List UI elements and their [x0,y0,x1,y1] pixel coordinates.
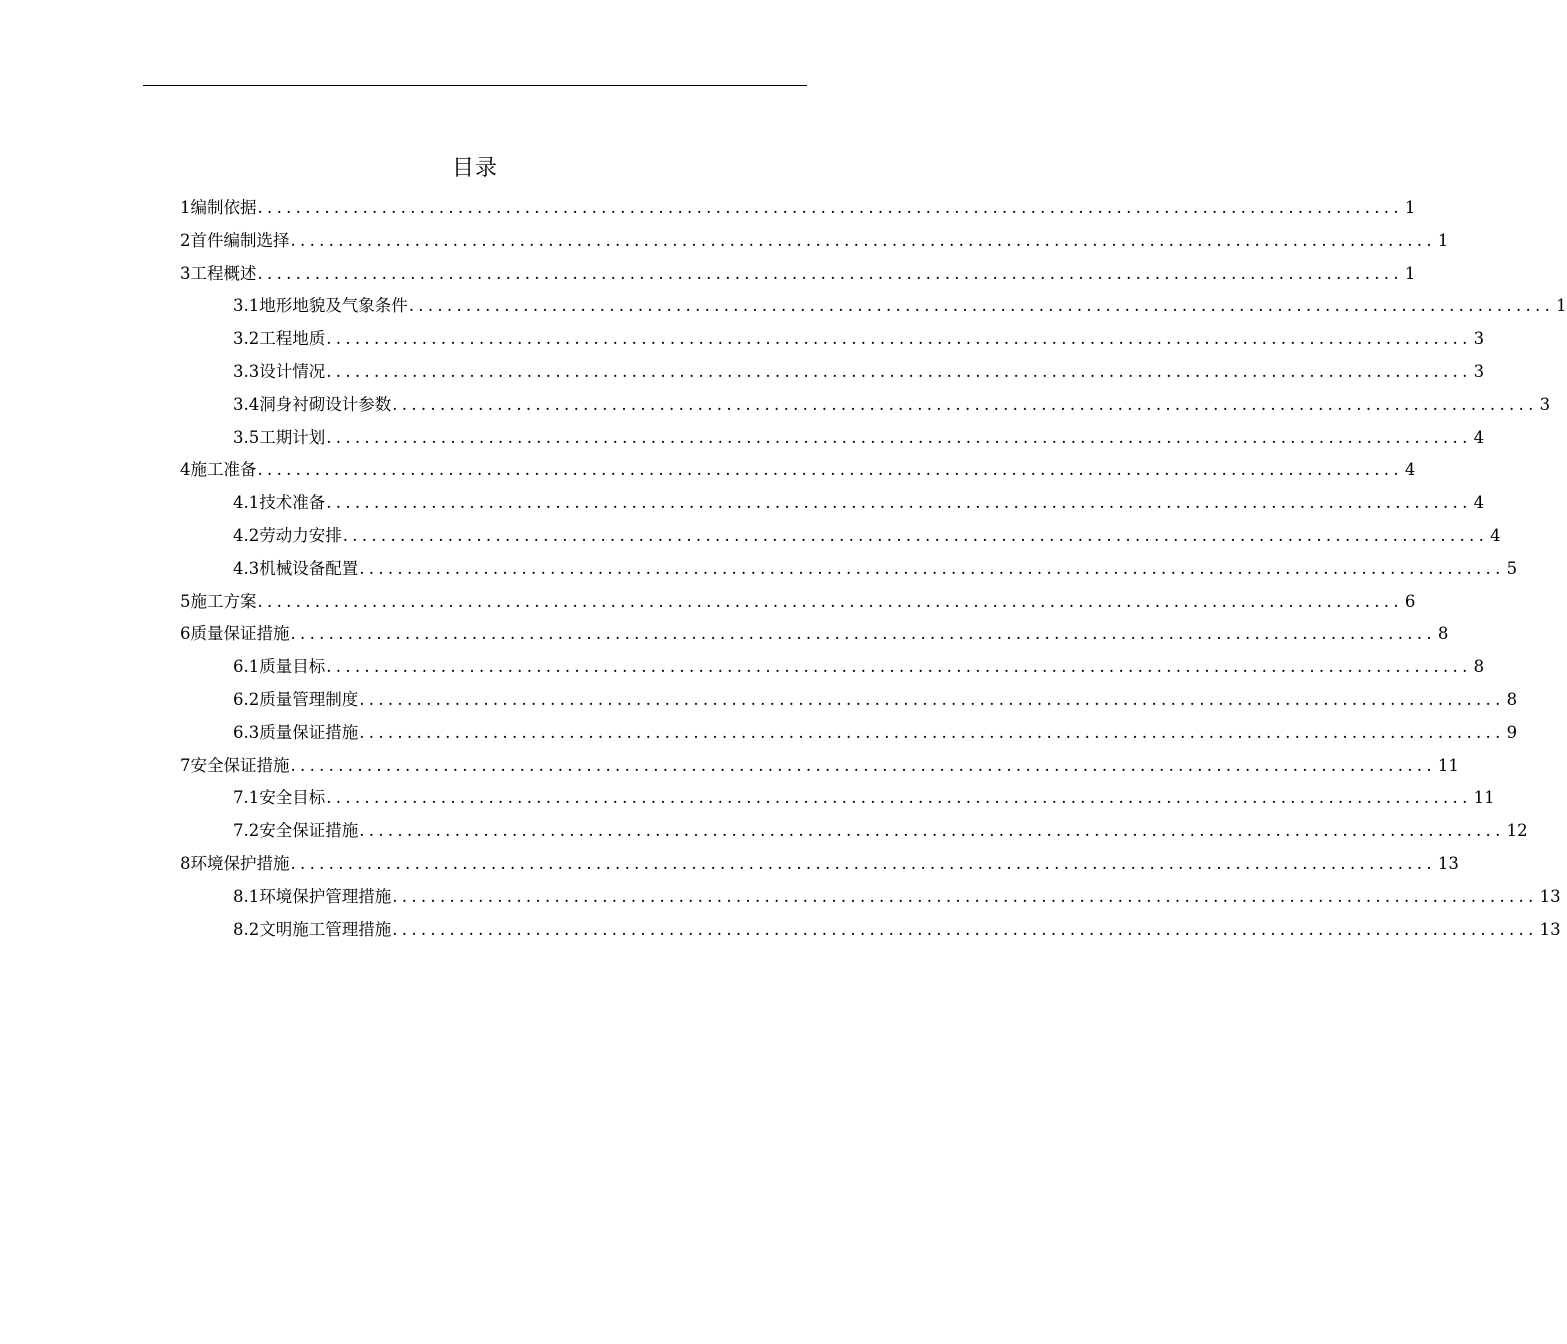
toc-entry-title: 质量目标 [259,657,326,677]
table-of-contents [180,192,1567,946]
dot-leader: ........................................................................................................................ [326,657,1472,677]
toc-entry[interactable] [180,848,1459,881]
toc-entry-page-number: 11 [1473,788,1495,808]
dot-leader: ........................................................................................................................ [290,230,1436,250]
toc-entry[interactable] [180,356,1485,389]
toc-entry-page-number: 8 [1473,657,1485,677]
toc-entry-title: 质量保证措施 [190,624,290,644]
toc-entry-page-number: 8 [1506,689,1518,709]
toc-entry-page-number: 1 [1437,230,1449,250]
toc-entry-title: 施工准备 [190,460,257,480]
toc-entry-title: 工程地质 [259,329,326,349]
toc-entry-number: 6.1 [233,657,260,677]
toc-entry-page-number: 13 [1539,886,1561,906]
dot-leader: ........................................................................................................................ [326,493,1472,513]
toc-entry-number: 3 [180,263,191,283]
toc-entry-number: 8.1 [233,886,260,906]
toc-entry-page-number: 1 [1404,263,1416,283]
dot-leader: ........................................................................................................................ [392,886,1538,906]
toc-entry[interactable] [180,586,1416,619]
toc-entry-title: 工程概述 [190,263,257,283]
dot-leader: ........................................................................................................................ [257,198,1403,217]
toc-entry-page-number: 4 [1473,493,1485,513]
dot-leader: ........................................................................................................................ [326,329,1472,349]
toc-title: 目录 [451,156,498,181]
toc-entry-title: 地形地貌及气象条件 [259,296,408,316]
toc-entry[interactable] [180,323,1485,356]
toc-entry-number: 7.1 [233,788,260,808]
toc-entry-page-number: 1 [1404,198,1416,217]
dot-leader: ........................................................................................................................ [290,755,1436,775]
toc-entry[interactable] [180,651,1485,684]
dot-leader: ........................................................................................................................ [290,624,1436,644]
toc-entry-title: 质量保证措施 [259,722,359,742]
toc-entry-page-number: 3 [1473,329,1485,349]
dot-leader: ........................................................................................................................ [326,427,1472,447]
dot-leader: ........................................................................................................................ [342,525,1489,545]
dot-leader: ........................................................................................................................ [359,821,1505,841]
toc-entry-number: 3.1 [233,296,260,316]
dot-leader: ........................................................................................................................ [257,263,1403,283]
header-rule [143,85,807,86]
toc-entry-page-number: 9 [1506,722,1518,742]
toc-entry-title: 首件编制选择 [190,230,290,250]
toc-entry-title: 洞身衬砌设计参数 [259,394,392,414]
toc-entry[interactable] [180,881,1561,914]
toc-entry-title: 安全目标 [259,788,326,808]
toc-entry-page-number: 3 [1473,361,1485,381]
toc-entry-number: 7.2 [233,821,260,841]
toc-entry-number: 4 [180,460,191,480]
dot-leader: ........................................................................................................................ [392,394,1538,414]
toc-entry[interactable] [180,914,1561,947]
toc-entry-page-number: 13 [1539,919,1561,939]
toc-entry-page-number: 3 [1539,394,1551,414]
toc-entry-title: 技术准备 [259,493,326,513]
toc-entry[interactable] [180,782,1495,815]
toc-entry-number: 7 [180,755,191,775]
toc-entry-title: 工期计划 [259,427,326,447]
toc-entry-title: 编制依据 [190,198,257,217]
toc-entry-title: 安全保证措施 [259,821,359,841]
toc-entry-number: 5 [180,591,191,611]
toc-entry-number: 6.3 [233,722,260,742]
toc-entry-page-number: 1 [1556,296,1567,316]
toc-entry-number: 6 [180,624,191,644]
toc-entry[interactable] [180,553,1518,586]
toc-entry[interactable] [180,618,1449,651]
toc-entry-number: 8.2 [233,919,260,939]
toc-entry[interactable] [180,389,1551,422]
dot-leader: ........................................................................................................................ [326,361,1472,381]
toc-entry-number: 3.5 [233,427,260,447]
dot-leader: ........................................................................................................................ [359,558,1505,578]
toc-entry-page-number: 8 [1437,624,1449,644]
toc-entry[interactable] [180,454,1416,487]
toc-entry-title: 设计情况 [259,361,326,381]
toc-entry-title: 机械设备配置 [259,558,359,578]
toc-entry[interactable] [180,225,1449,258]
toc-entry[interactable] [180,290,1567,323]
dot-leader: ........................................................................................................................ [392,919,1538,939]
dot-leader: ........................................................................................................................ [359,722,1505,742]
toc-entry-page-number: 4 [1473,427,1485,447]
toc-entry-page-number: 6 [1404,591,1416,611]
toc-entry[interactable] [180,750,1459,783]
toc-entry[interactable] [180,258,1416,291]
dot-leader: ........................................................................................................................ [257,460,1403,480]
dot-leader: ........................................................................................................................ [359,689,1505,709]
toc-entry-title: 环境保护措施 [190,853,290,873]
toc-entry-number: 3.4 [233,394,260,414]
toc-entry-number: 2 [180,230,191,250]
toc-entry-page-number: 11 [1437,755,1459,775]
toc-entry-page-number: 13 [1437,853,1459,873]
toc-entry-page-number: 5 [1506,558,1518,578]
dot-leader: ........................................................................................................................ [326,788,1472,808]
toc-entry[interactable] [180,684,1518,717]
toc-entry-title: 文明施工管理措施 [259,919,392,939]
toc-entry[interactable] [180,422,1485,455]
toc-entry-page-number: 4 [1490,525,1501,545]
toc-entry-page-number: 12 [1506,821,1528,841]
toc-entry-number: 4.2 [233,525,260,545]
dot-leader: ........................................................................................................................ [408,296,1555,316]
toc-entry-title: 劳动力安排 [259,525,342,545]
toc-entry-title: 安全保证措施 [190,755,290,775]
toc-entry-number: 4.1 [233,493,260,513]
toc-entry-title: 施工方案 [190,591,257,611]
toc-entry-page-number: 4 [1404,460,1416,480]
toc-entry[interactable] [180,815,1528,848]
toc-entry[interactable] [180,192,1416,225]
dot-leader: ........................................................................................................................ [290,853,1436,873]
toc-entry-number: 6.2 [233,689,260,709]
toc-entry-title: 质量管理制度 [259,689,359,709]
toc-entry-number: 4.3 [233,558,260,578]
dot-leader: ........................................................................................................................ [257,591,1403,611]
toc-entry-number: 1 [180,198,191,217]
toc-entry[interactable] [180,487,1485,520]
toc-entry-number: 3.3 [233,361,260,381]
toc-entry[interactable] [180,520,1501,553]
toc-entry-number: 3.2 [233,329,260,349]
toc-entry-number: 8 [180,853,191,873]
toc-entry-title: 环境保护管理措施 [259,886,392,906]
toc-entry[interactable] [180,717,1518,750]
